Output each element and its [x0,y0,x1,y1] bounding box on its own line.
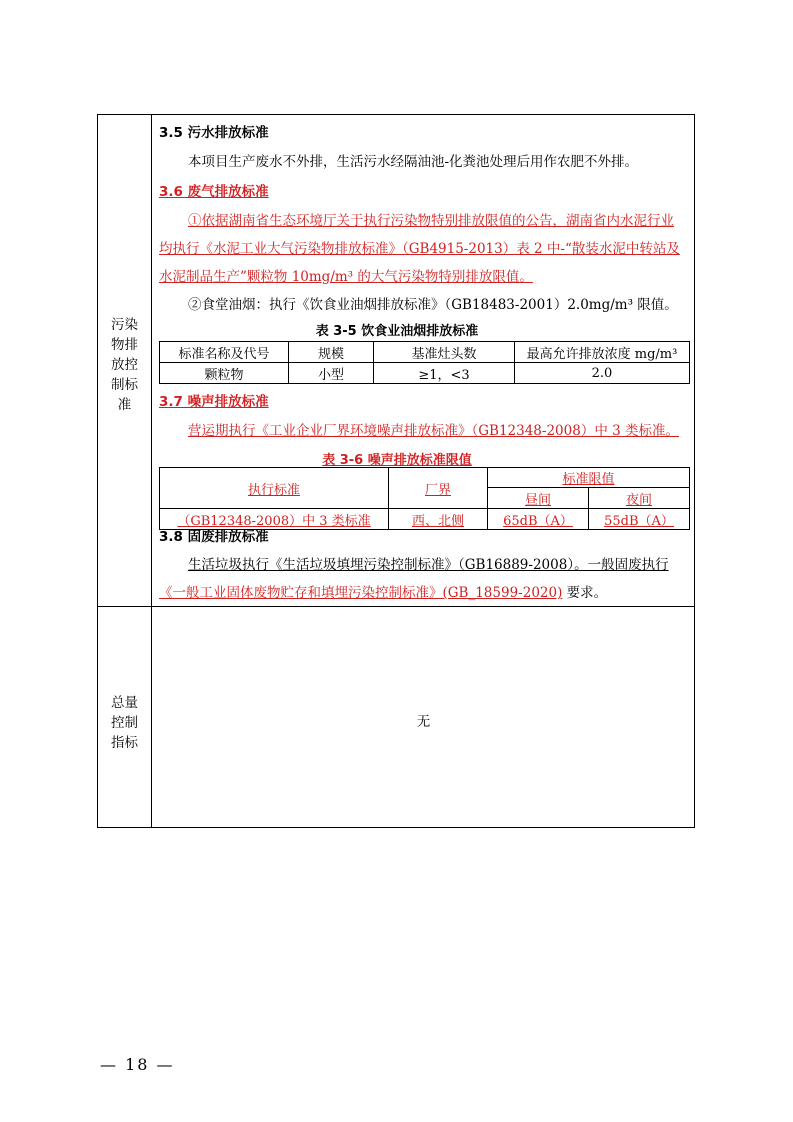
section-3-5-title: 3.5 污水排放标准 [159,125,269,141]
table-cell: 小型 [289,363,374,384]
table-3-6-caption: 表 3-6 噪声排放标准限值 [322,453,472,468]
section-3-6-line4: ②食堂油烟：执行《饮食业油烟排放标准》（GB18483-2001）2.0mg/m³ 限值。 [188,297,678,313]
table-header-cell: 厂界 [389,468,488,509]
row-divider [98,606,694,607]
table-header-cell: 基准灶头数 [374,342,515,363]
total-control-value: 无 [416,714,431,730]
page-number: — 18 — [100,1055,175,1074]
table-cell: 55dB（A） [589,509,690,530]
table-3-6 [159,467,690,530]
table-header-cell: 最高允许排放浓度 mg/m³ [515,342,690,363]
table-header-cell: 执行标准 [160,468,389,509]
table-row [160,342,690,363]
section-3-8-line2 [159,581,607,601]
table-header-cell: 标准名称及代号 [160,342,289,363]
table-3-5-caption: 表 3-5 饮食业油烟排放标准 [315,324,479,339]
section-3-8-title: 3.8 固废排放标准 [159,529,269,545]
section-3-7-title: 3.7 噪声排放标准 [159,394,269,410]
table-cell: 西、北侧 [389,509,488,530]
form-table [97,114,695,828]
section-3-8-line1: 生活垃圾执行《生活垃圾填埋污染控制标准》（GB16889-2008）。一般固废执行 [188,557,669,573]
section-3-6-title: 3.6 废气排放标准 [159,184,269,200]
table-cell: ≥1，<3 [374,363,515,384]
section-3-5-text: 本项目生产废水不外排，生活污水经隔油池-化粪池处理后用作农肥不外排。 [188,154,639,170]
table-cell: 颗粒物 [160,363,289,384]
table-row [160,468,690,488]
label-pollutant-standard: 污染 物排 放控 制标 准 [111,317,138,413]
table-header-cell: 标准限值 [488,468,690,488]
table-header-cell: 规模 [289,342,374,363]
table-cell: （GB12348-2008）中 3 类标准 [160,509,389,530]
table-cell: 2.0 [515,363,690,384]
table-row [160,363,690,384]
section-3-7-text: 营运期执行《工业企业厂界环境噪声排放标准》（GB12348-2008）中 3 类标准。 [188,423,679,439]
section-3-6-line3: 水泥制品生产”颗粒物 10mg/m³ 的大气污染物特别排放限值。 [159,269,533,285]
table-3-5 [159,341,690,384]
label-total-control: 总量 控制 指标 [111,695,138,751]
table-header-cell: 昼间 [488,488,589,509]
section-3-8-line2-end: 要求。 [562,585,608,601]
section-3-8-standard-ref: 《一般工业固体废物贮存和填埋污染控制标准》(GB_18599-2020) [159,585,563,601]
table-cell: 65dB（A） [488,509,589,530]
section-3-6-line1: ①依据湖南省生态环境厅关于执行污染物特别排放限值的公告，湖南省内水泥行业 [188,213,674,229]
table-header-cell: 夜间 [589,488,690,509]
section-3-6-line2: 均执行《水泥工业大气污染物排放标准》（GB4915-2013）表 2 中-“散装水泥中转站及 [159,241,680,257]
